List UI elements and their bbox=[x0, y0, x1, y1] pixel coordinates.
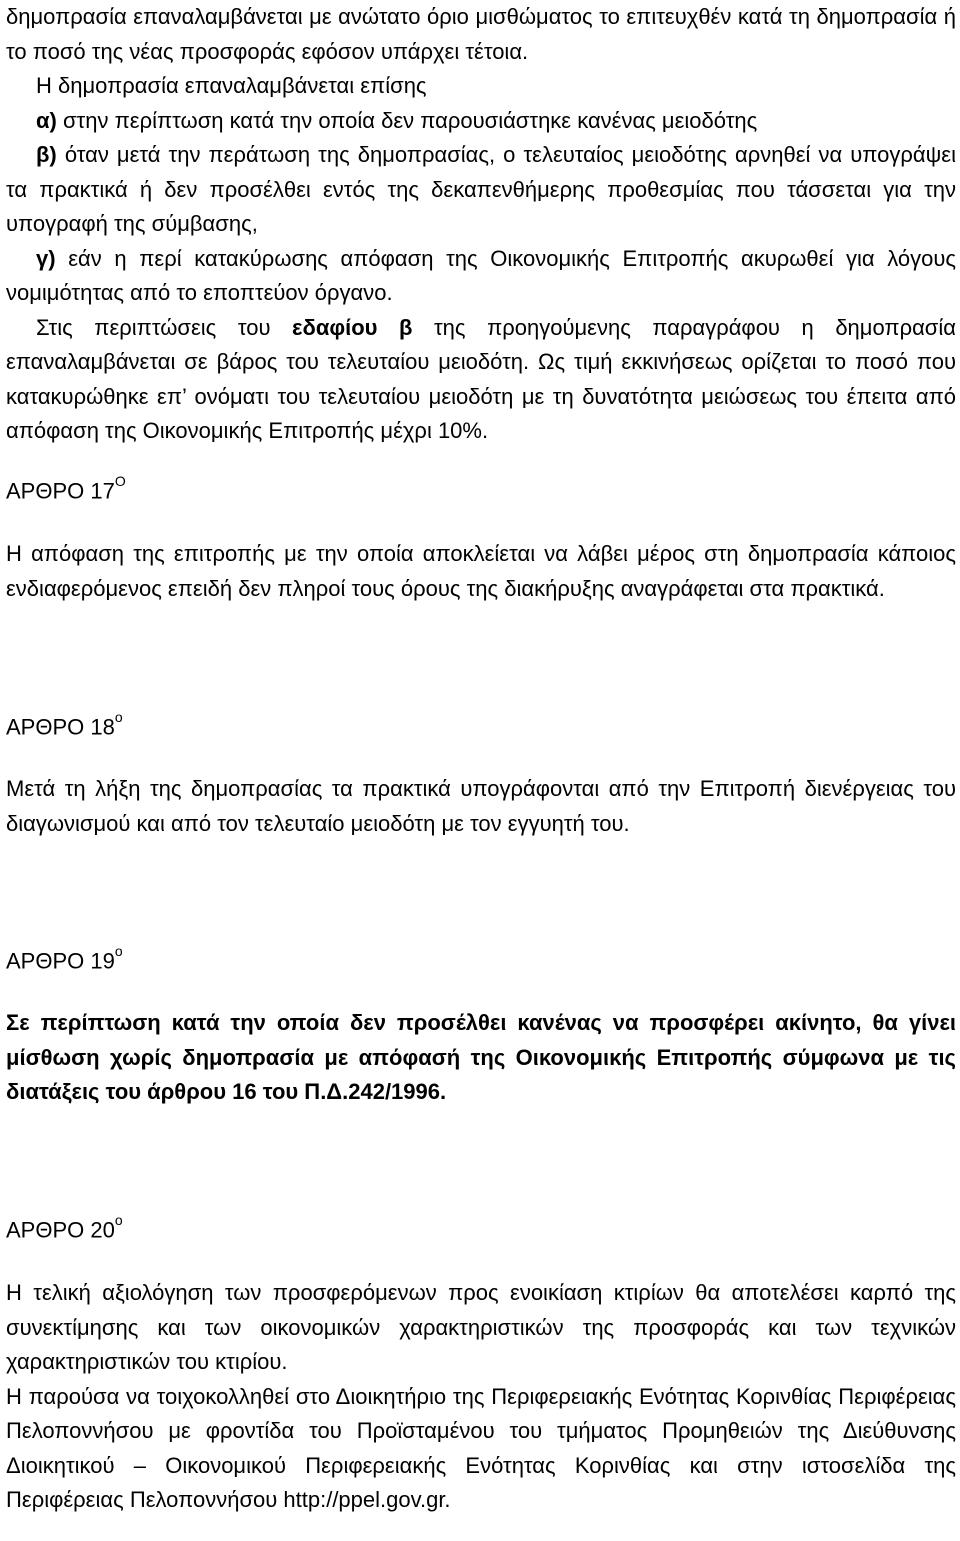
article-18-sup: ο bbox=[114, 709, 123, 725]
article-19-text: Σε περίπτωση κατά την οποία δεν προσέλθει κανένας να προσφέρει ακίνητο, θα γίνει μίσθωση χωρίς δημοπρασία με απόφασή της Οικονομικής Επιτροπής σύμφωνα με τις διατάξεις του άρθρου 16 του Π.Δ.242/1996. bbox=[6, 1010, 956, 1104]
item-b-text: όταν μετά την περάτωση της δημοπρασίας, ο τελευταίος μειοδότης αρνηθεί να υπογράψει τα πρακτικά ή δεν προσέλθει εντός της δεκαπενθήμερης προθεσμίας που τάσσεται για την υπογραφή της σύμβασης, bbox=[6, 142, 956, 236]
article-20-title: ΑΡΘΡΟ 20 bbox=[6, 1217, 115, 1243]
article-19-heading bbox=[6, 940, 123, 976]
para-bold: εδαφίου β bbox=[292, 314, 413, 340]
para-pre: Στις περιπτώσεις του bbox=[36, 314, 293, 340]
article-20-body bbox=[6, 1276, 956, 1518]
article-17-body bbox=[6, 537, 956, 606]
article-20-heading bbox=[6, 1209, 123, 1245]
article-19-body bbox=[6, 1006, 956, 1110]
article-18-body bbox=[6, 772, 956, 841]
item-b bbox=[6, 138, 956, 242]
article-19-sup: ο bbox=[114, 943, 123, 959]
article-20-sup: ο bbox=[114, 1212, 123, 1228]
item-b-label: β) bbox=[36, 142, 57, 167]
article-18-text: Μετά τη λήξη της δημοπρασίας τα πρακτικά υπογράφονται από την Επιτροπή διενέργειας του διαγωνισμού και από τον τελευταίο μειοδότη με τον εγγυητή του. bbox=[6, 776, 956, 836]
item-a-text: στην περίπτωση κατά την οποία δεν παρουσιάστηκε κανένας μειοδότης bbox=[56, 107, 758, 133]
repeat-conditions-paragraph bbox=[6, 311, 956, 449]
item-a-label: α) bbox=[36, 107, 57, 133]
intro-paragraph: δημοπρασία επαναλαμβάνεται με ανώτατο όριο μισθώματος το επιτευχθέν κατά τη δημοπρασία ή το ποσό της νέας προσφοράς εφόσον υπάρχει τέτοια. bbox=[6, 4, 956, 64]
article-20-text-2: Η παρούσα να τοιχοκολληθεί στο Διοικητήριο της Περιφερειακής Ενότητας Κορινθίας Περιφέρειας Πελοποννήσου με φροντίδα του Προϊσταμένου του τμήματος Προμηθειών της Διεύθυνσης Διοικητικού – Οικονομικού Περιφερειακής Ενότητας Κορινθίας και στην ιστοσελίδα της Περιφέρειας Πελοποννήσου http://ppel.gov.gr. bbox=[6, 1383, 956, 1512]
item-a bbox=[6, 104, 956, 139]
item-c-label: γ) bbox=[36, 245, 56, 271]
article-17-title: ΑΡΘΡΟ 17 bbox=[6, 478, 115, 504]
item-c-text: εάν η περί κατακύρωσης απόφαση της Οικονομικής Επιτροπής ακυρωθεί για λόγους νομιμότητας από το εποπτεύον όργανο. bbox=[6, 245, 956, 305]
article-17-heading bbox=[6, 470, 126, 506]
repeat-statement: Η δημοπρασία επαναλαμβάνεται επίσης bbox=[36, 73, 427, 98]
article-18-heading bbox=[6, 706, 123, 742]
para-post: της προηγούμενης παραγράφου η δημοπρασία επαναλαμβάνεται σε βάρος του τελευταίου μειοδότη. Ως τιμή εκκινήσεως ορίζεται το ποσό που κατακυρώθηκε επ’ ονόματι του τελευταίου μειοδότη με τη δυνατότητα μειώσεως του έπειτα από απόφαση της Οικονομικής Επιτροπής μέχρι 10%. bbox=[6, 314, 956, 443]
article-20-text-1: Η τελική αξιολόγηση των προσφερόμενων προς ενοικίαση κτιρίων θα αποτελέσει καρπό της συνεκτίμησης και των οικονομικών χαρακτηριστικών της προσφοράς και των τεχνικών χαρακτηριστικών του κτιρίου. bbox=[6, 1280, 956, 1374]
article-17-text: Η απόφαση της επιτροπής με την οποία αποκλείεται να λάβει μέρος στη δημοπρασία κάποιος ενδιαφερόμενος επειδή δεν πληροί τους όρους της διακήρυξης αναγράφεται στα πρακτικά. bbox=[6, 541, 956, 601]
article-17-sup: Ο bbox=[114, 473, 126, 489]
intro-section bbox=[6, 0, 956, 449]
article-18-title: ΑΡΘΡΟ 18 bbox=[6, 714, 115, 740]
article-19-title: ΑΡΘΡΟ 19 bbox=[6, 948, 115, 974]
item-c bbox=[6, 242, 956, 311]
